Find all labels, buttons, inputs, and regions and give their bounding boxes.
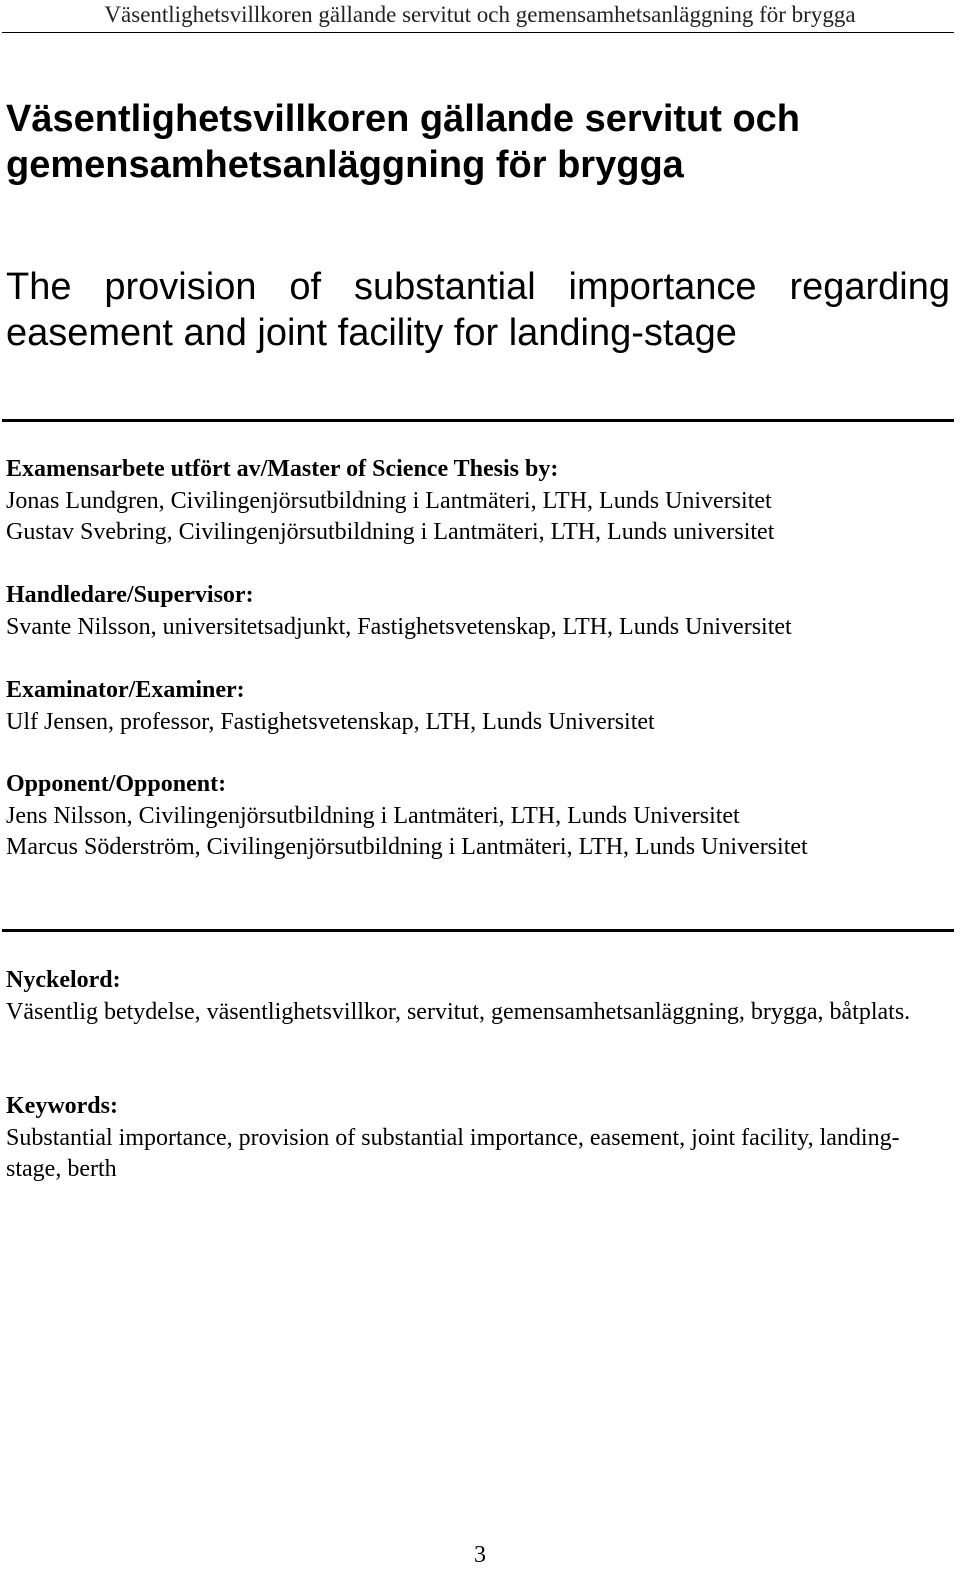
supervisor-line: Svante Nilsson, universitetsadjunkt, Fastighetsvetenskap, LTH, Lunds Universitet: [6, 613, 792, 640]
section-divider-top: [2, 419, 954, 422]
page-subtitle-english: The provision of substantial importance regarding easement and joint facility for landing-stage: [6, 266, 950, 354]
header-rule: [2, 32, 954, 33]
opponent-section: [6, 769, 950, 864]
nyckelord-section: [6, 965, 950, 1028]
supervisor-label: Handledare/Supervisor:: [6, 582, 254, 608]
keywords-text: Substantial importance, provision of substantial importance, easement, joint facility, landing-stage, berth: [6, 1124, 900, 1182]
keywords-section: [6, 1091, 950, 1186]
section-divider-bottom: [2, 929, 954, 932]
examiner-line: Ulf Jensen, professor, Fastighetsvetenskap, LTH, Lunds Universitet: [6, 708, 655, 735]
running-header: Väsentlighetsvillkoren gällande servitut och gemensamhetsanläggning för brygga: [104, 2, 856, 27]
examiner-section: [6, 675, 950, 738]
thesis-authors-section: [6, 454, 950, 549]
author-line: Jonas Lundgren, Civilingenjörsutbildning i Lantmäteri, LTH, Lunds Universitet: [6, 487, 772, 514]
opponent-line: Jens Nilsson, Civilingenjörsutbildning i Lantmäteri, LTH, Lunds Universitet: [6, 802, 740, 829]
nyckelord-text: Väsentlig betydelse, väsentlighetsvillkor, servitut, gemensamhetsanläggning, brygga, båtplats.: [6, 998, 911, 1025]
opponent-line: Marcus Söderström, Civilingenjörsutbildning i Lantmäteri, LTH, Lunds Universitet: [6, 834, 808, 860]
nyckelord-label: Nyckelord:: [6, 967, 121, 993]
thesis-label: Examensarbete utfört av/Master of Science Thesis by:: [6, 456, 559, 482]
author-line: Gustav Svebring, Civilingenjörsutbildning i Lantmäteri, LTH, Lunds universitet: [6, 519, 775, 545]
supervisor-section: [6, 580, 950, 643]
examiner-label: Examinator/Examiner:: [6, 677, 245, 703]
opponent-label: Opponent/Opponent:: [6, 771, 227, 797]
keywords-label: Keywords:: [6, 1093, 118, 1119]
page-number: 3: [474, 1542, 486, 1568]
page-title: Väsentlighetsvillkoren gällande servitut och gemensamhetsanläggning för brygga: [6, 98, 801, 186]
